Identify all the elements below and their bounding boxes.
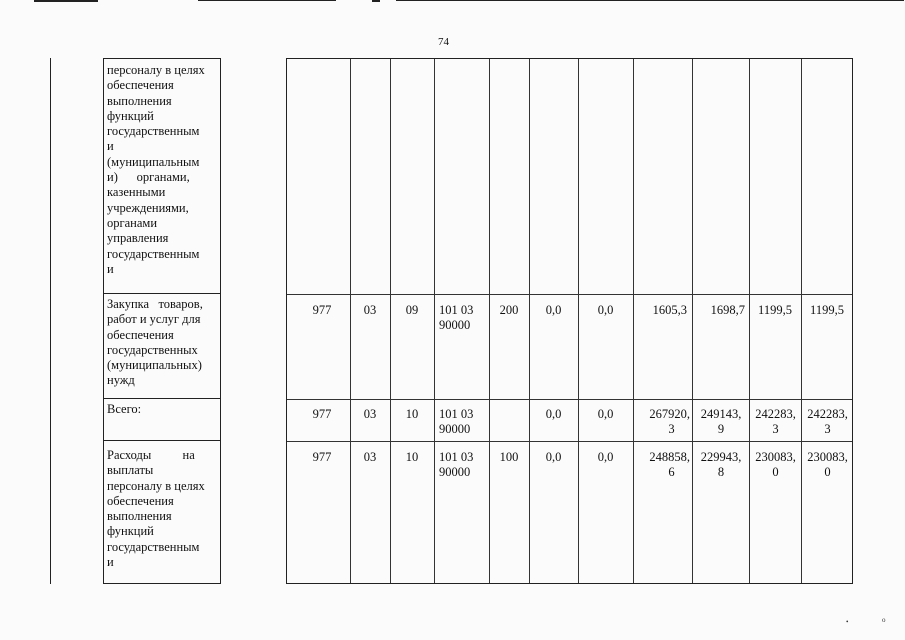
row-divider xyxy=(287,399,852,400)
top-rule-middle xyxy=(198,0,336,1)
text-line: выполнения xyxy=(107,509,172,524)
text-line: Всего: xyxy=(107,402,142,416)
text-line: функций xyxy=(107,108,154,123)
page-number: 74 xyxy=(438,36,449,48)
text-line: обеспечения xyxy=(107,327,174,342)
text-line: управления xyxy=(107,231,169,246)
left-row-divider xyxy=(103,583,221,584)
cell-amount xyxy=(802,407,853,437)
text-line: обеспечения xyxy=(107,78,174,93)
left-row-divider xyxy=(103,293,221,294)
cell-amount: 0,0 xyxy=(597,407,614,421)
column-divider xyxy=(434,59,435,583)
cell-expense-type: 100 xyxy=(499,450,519,464)
cell-amount xyxy=(693,407,749,437)
text-line: 90000 xyxy=(439,422,471,436)
text-line: органами xyxy=(107,215,158,230)
scan-speck: • xyxy=(846,618,849,626)
column-divider xyxy=(489,59,490,583)
cell-amount xyxy=(802,450,853,480)
cell-razdel: 03 xyxy=(363,407,377,421)
text-line: 3 xyxy=(668,422,675,436)
text-line: 249143, xyxy=(700,407,742,421)
scan-speck: ο xyxy=(882,616,886,624)
row-divider xyxy=(287,441,852,442)
text-line: учреждениями, xyxy=(107,200,189,215)
text-line: и) органами, xyxy=(107,170,190,185)
cell-target-article xyxy=(439,407,489,437)
cell-razdel: 03 xyxy=(363,303,377,317)
cell-vedomstvo: 977 xyxy=(312,407,332,421)
cell-amount xyxy=(750,407,801,437)
cell-amount: 1605,3 xyxy=(652,303,687,317)
text-line: (муниципальным xyxy=(107,154,200,169)
text-line: 101 03 xyxy=(439,450,474,464)
text-line: нужд xyxy=(107,373,135,388)
text-line: 230083, xyxy=(755,450,796,464)
cell-podrazdel: 10 xyxy=(405,450,419,464)
text-line: 101 03 xyxy=(439,303,474,317)
right-table xyxy=(286,58,853,584)
column-divider xyxy=(633,59,634,583)
column-divider xyxy=(529,59,530,583)
cell-amount: 1698,7 xyxy=(710,303,745,317)
left-row-3-text xyxy=(107,448,216,570)
left-table-column-divider xyxy=(103,58,104,584)
cell-expense-type: 200 xyxy=(499,303,519,317)
text-line: работ и услуг для xyxy=(107,312,201,327)
text-line: выплаты xyxy=(107,463,154,478)
cell-amount: 0,0 xyxy=(545,407,562,421)
text-line: 3 xyxy=(772,422,779,436)
text-line: 242283, xyxy=(755,407,796,421)
text-line: казенными xyxy=(107,185,166,200)
text-line: и xyxy=(107,261,114,276)
text-line: выполнения xyxy=(107,93,172,108)
text-line: 0 xyxy=(772,465,779,479)
text-line: 9 xyxy=(717,422,725,436)
cell-amount xyxy=(633,450,690,480)
text-line: 0 xyxy=(824,465,831,479)
text-line: 242283, xyxy=(807,407,848,421)
cell-vedomstvo: 977 xyxy=(312,303,332,317)
text-line: 229943, xyxy=(700,450,742,464)
text-line: Расходы на xyxy=(107,448,195,462)
text-line: 248858, xyxy=(649,450,690,464)
left-row-1-text xyxy=(107,297,216,389)
text-line: 8 xyxy=(717,465,725,479)
cell-razdel: 03 xyxy=(363,450,377,464)
text-line: Закупка товаров, xyxy=(107,297,203,311)
cell-podrazdel: 10 xyxy=(405,407,419,421)
cell-amount xyxy=(750,450,801,480)
cell-amount: 1199,5 xyxy=(810,303,844,317)
text-line: 3 xyxy=(824,422,831,436)
left-table xyxy=(50,58,221,584)
top-rule-dash xyxy=(372,0,380,2)
cell-vedomstvo: 977 xyxy=(312,450,332,464)
text-line: 90000 xyxy=(439,465,471,479)
text-line: и xyxy=(107,555,114,570)
cell-target-article xyxy=(439,303,489,333)
column-divider xyxy=(390,59,391,583)
left-row-divider xyxy=(103,440,221,441)
text-line: обеспечения xyxy=(107,493,174,508)
cell-amount: 0,0 xyxy=(597,303,614,317)
cell-podrazdel: 09 xyxy=(405,303,419,317)
text-line: 101 03 xyxy=(439,407,474,421)
cell-amount: 0,0 xyxy=(545,303,562,317)
text-line: 90000 xyxy=(439,318,471,332)
left-row-2-text xyxy=(107,402,216,417)
row-divider xyxy=(287,294,852,295)
cell-amount xyxy=(693,450,749,480)
left-row-0-text xyxy=(107,63,216,277)
cell-amount: 0,0 xyxy=(545,450,562,464)
column-divider xyxy=(749,59,750,583)
column-divider xyxy=(692,59,693,583)
cell-amount: 1199,5 xyxy=(758,303,792,317)
column-divider xyxy=(578,59,579,583)
left-table-right-border xyxy=(220,58,221,584)
text-line: государственным xyxy=(107,539,200,554)
column-divider xyxy=(350,59,351,583)
cell-amount xyxy=(633,407,690,437)
cell-target-article xyxy=(439,450,489,480)
left-row-divider xyxy=(103,398,221,399)
cell-amount: 0,0 xyxy=(597,450,614,464)
text-line: государственных xyxy=(107,342,198,357)
column-divider xyxy=(801,59,802,583)
text-line: персоналу в целях xyxy=(107,63,205,77)
text-line: 6 xyxy=(668,465,675,479)
text-line: 267920, xyxy=(649,407,690,421)
text-line: персоналу в целях xyxy=(107,478,205,493)
text-line: государственным xyxy=(107,124,200,139)
text-line: и xyxy=(107,139,114,154)
text-line: (муниципальных) xyxy=(107,358,202,373)
left-table-top-border xyxy=(103,58,221,59)
text-line: 230083, xyxy=(807,450,848,464)
top-rule-left xyxy=(34,0,98,2)
text-line: государственным xyxy=(107,246,200,261)
text-line: функций xyxy=(107,524,154,539)
top-rule-right xyxy=(396,0,904,1)
